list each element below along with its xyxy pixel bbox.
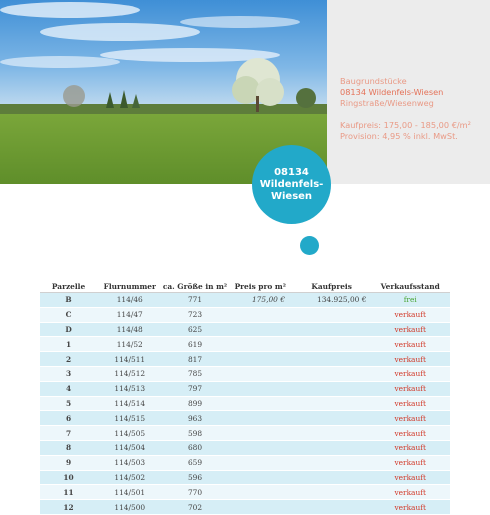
cell-verkaufsstand: verkauft — [394, 339, 426, 349]
cell-verkaufsstand: verkauft — [394, 428, 426, 438]
cell-verkaufsstand: verkauft — [394, 413, 426, 423]
header-preis: Preis pro m² — [228, 280, 293, 293]
cell-parzelle: C — [65, 310, 72, 320]
table-row — [40, 500, 450, 515]
property-info — [340, 76, 488, 142]
info-category: Baugrundstücke — [340, 76, 407, 86]
cell-groesse: 797 — [187, 384, 203, 394]
cell-preis — [228, 500, 293, 515]
cell-kaufpreis — [293, 307, 371, 322]
cell-preis — [228, 352, 293, 367]
cell-parzelle: 5 — [65, 398, 72, 408]
cell-kaufpreis — [293, 426, 371, 441]
cell-kaufpreis — [293, 396, 371, 411]
cell-verkaufsstand: verkauft — [394, 384, 426, 394]
cell-preis — [228, 381, 293, 396]
cell-preis — [228, 322, 293, 337]
cell-parzelle: 8 — [65, 443, 72, 453]
cell-flurnummer: 114/514 — [114, 398, 146, 408]
cell-kaufpreis — [293, 411, 371, 426]
cell-preis: 175,00 € — [251, 295, 285, 305]
cell-preis — [228, 337, 293, 352]
cell-kaufpreis — [293, 440, 371, 455]
accent-dot — [300, 236, 319, 255]
cell-groesse: 619 — [187, 339, 203, 349]
table-row — [40, 455, 450, 470]
cell-groesse: 771 — [187, 295, 203, 305]
cell-kaufpreis — [293, 455, 371, 470]
cell-verkaufsstand: verkauft — [394, 324, 426, 334]
cell-groesse: 963 — [187, 413, 203, 423]
badge-line-3: Wiesen — [270, 190, 313, 202]
cell-preis — [228, 440, 293, 455]
table-row — [40, 426, 450, 441]
cell-verkaufsstand: verkauft — [394, 354, 426, 364]
table-row — [40, 470, 450, 485]
cell-groesse: 598 — [187, 428, 203, 438]
cell-parzelle: 2 — [65, 354, 72, 364]
table-row — [40, 440, 450, 455]
cell-preis — [228, 411, 293, 426]
info-street: Ringstraße/Wiesenweg — [340, 98, 434, 108]
cell-verkaufsstand: verkauft — [394, 369, 426, 379]
cell-preis — [228, 485, 293, 500]
table-row — [40, 366, 450, 381]
location-badge — [252, 145, 331, 224]
table-row — [40, 307, 450, 322]
cell-kaufpreis — [293, 470, 371, 485]
cell-kaufpreis: 134.925,00 € — [317, 295, 367, 305]
cell-kaufpreis — [293, 366, 371, 381]
cell-preis — [228, 307, 293, 322]
cell-preis — [228, 396, 293, 411]
cell-groesse: 596 — [187, 472, 203, 482]
cell-parzelle: 4 — [65, 384, 72, 394]
cell-flurnummer: 114/500 — [114, 502, 146, 512]
cell-kaufpreis — [293, 337, 371, 352]
cell-verkaufsstand: verkauft — [394, 472, 426, 482]
header-kaufpreis: Kaufpreis — [293, 280, 371, 293]
cell-parzelle: 10 — [63, 472, 74, 482]
info-commission: Provision: 4,95 % inkl. MwSt. — [340, 131, 458, 141]
cell-kaufpreis — [293, 322, 371, 337]
parcel-table-wrapper — [40, 280, 450, 512]
cell-flurnummer: 114/502 — [114, 472, 146, 482]
badge-line-1: 08134 — [274, 166, 309, 178]
cell-parzelle: 6 — [65, 413, 72, 423]
header-parzelle: Parzelle — [40, 280, 97, 293]
cell-parzelle: B — [65, 295, 72, 305]
cell-groesse: 785 — [187, 369, 203, 379]
cell-preis — [228, 470, 293, 485]
cell-flurnummer: 114/512 — [114, 369, 146, 379]
header-verkaufsstand: Verkaufsstand — [370, 280, 450, 293]
cell-kaufpreis — [293, 500, 371, 515]
cell-preis — [228, 366, 293, 381]
cell-flurnummer: 114/511 — [114, 354, 146, 364]
cell-verkaufsstand: verkauft — [394, 458, 426, 468]
cell-groesse: 659 — [187, 458, 203, 468]
cell-preis — [228, 426, 293, 441]
header-groesse: ca. Größe in m² — [162, 281, 228, 291]
cell-parzelle: D — [65, 324, 72, 334]
cell-flurnummer: 114/515 — [114, 413, 146, 423]
table-row — [40, 293, 450, 308]
cell-flurnummer: 114/505 — [114, 428, 146, 438]
cell-preis — [228, 455, 293, 470]
cell-parzelle: 11 — [63, 487, 74, 497]
cell-verkaufsstand: verkauft — [394, 398, 426, 408]
cell-flurnummer: 114/52 — [116, 339, 143, 349]
cell-parzelle: 1 — [65, 339, 72, 349]
cell-parzelle: 12 — [63, 502, 74, 512]
cell-groesse: 625 — [187, 324, 203, 334]
cell-parzelle: 7 — [65, 428, 72, 438]
table-row — [40, 337, 450, 352]
cell-flurnummer: 114/48 — [116, 324, 143, 334]
cell-verkaufsstand: verkauft — [394, 310, 426, 320]
cell-groesse: 817 — [187, 354, 203, 364]
cell-flurnummer: 114/503 — [114, 458, 146, 468]
cell-flurnummer: 114/513 — [114, 384, 146, 394]
table-row — [40, 485, 450, 500]
cell-flurnummer: 114/46 — [116, 295, 143, 305]
cell-parzelle: 9 — [65, 458, 72, 468]
parcel-table — [40, 280, 450, 515]
cell-verkaufsstand: verkauft — [394, 502, 426, 512]
cell-kaufpreis — [293, 485, 371, 500]
info-price: Kaufpreis: 175,00 - 185,00 €/m² — [340, 120, 471, 130]
cell-groesse: 723 — [187, 310, 203, 320]
table-row — [40, 322, 450, 337]
table-row — [40, 352, 450, 367]
badge-line-2: Wildenfels- — [259, 178, 324, 190]
table-header-row — [40, 280, 450, 293]
cell-flurnummer: 114/504 — [114, 443, 146, 453]
cell-groesse: 680 — [187, 443, 203, 453]
cell-verkaufsstand: verkauft — [394, 487, 426, 497]
cell-flurnummer: 114/47 — [116, 310, 143, 320]
cell-kaufpreis — [293, 352, 371, 367]
cell-kaufpreis — [293, 381, 371, 396]
cell-flurnummer: 114/501 — [114, 487, 146, 497]
cell-parzelle: 3 — [65, 369, 72, 379]
cell-groesse: 899 — [187, 398, 203, 408]
cell-verkaufsstand: verkauft — [394, 443, 426, 453]
cell-groesse: 702 — [187, 502, 203, 512]
info-title: 08134 Wildenfels-Wiesen — [340, 87, 444, 97]
header-flurnummer: Flurnummer — [97, 280, 162, 293]
table-row — [40, 381, 450, 396]
table-row — [40, 411, 450, 426]
table-row — [40, 396, 450, 411]
cell-groesse: 770 — [187, 487, 203, 497]
cell-verkaufsstand: frei — [403, 295, 417, 305]
